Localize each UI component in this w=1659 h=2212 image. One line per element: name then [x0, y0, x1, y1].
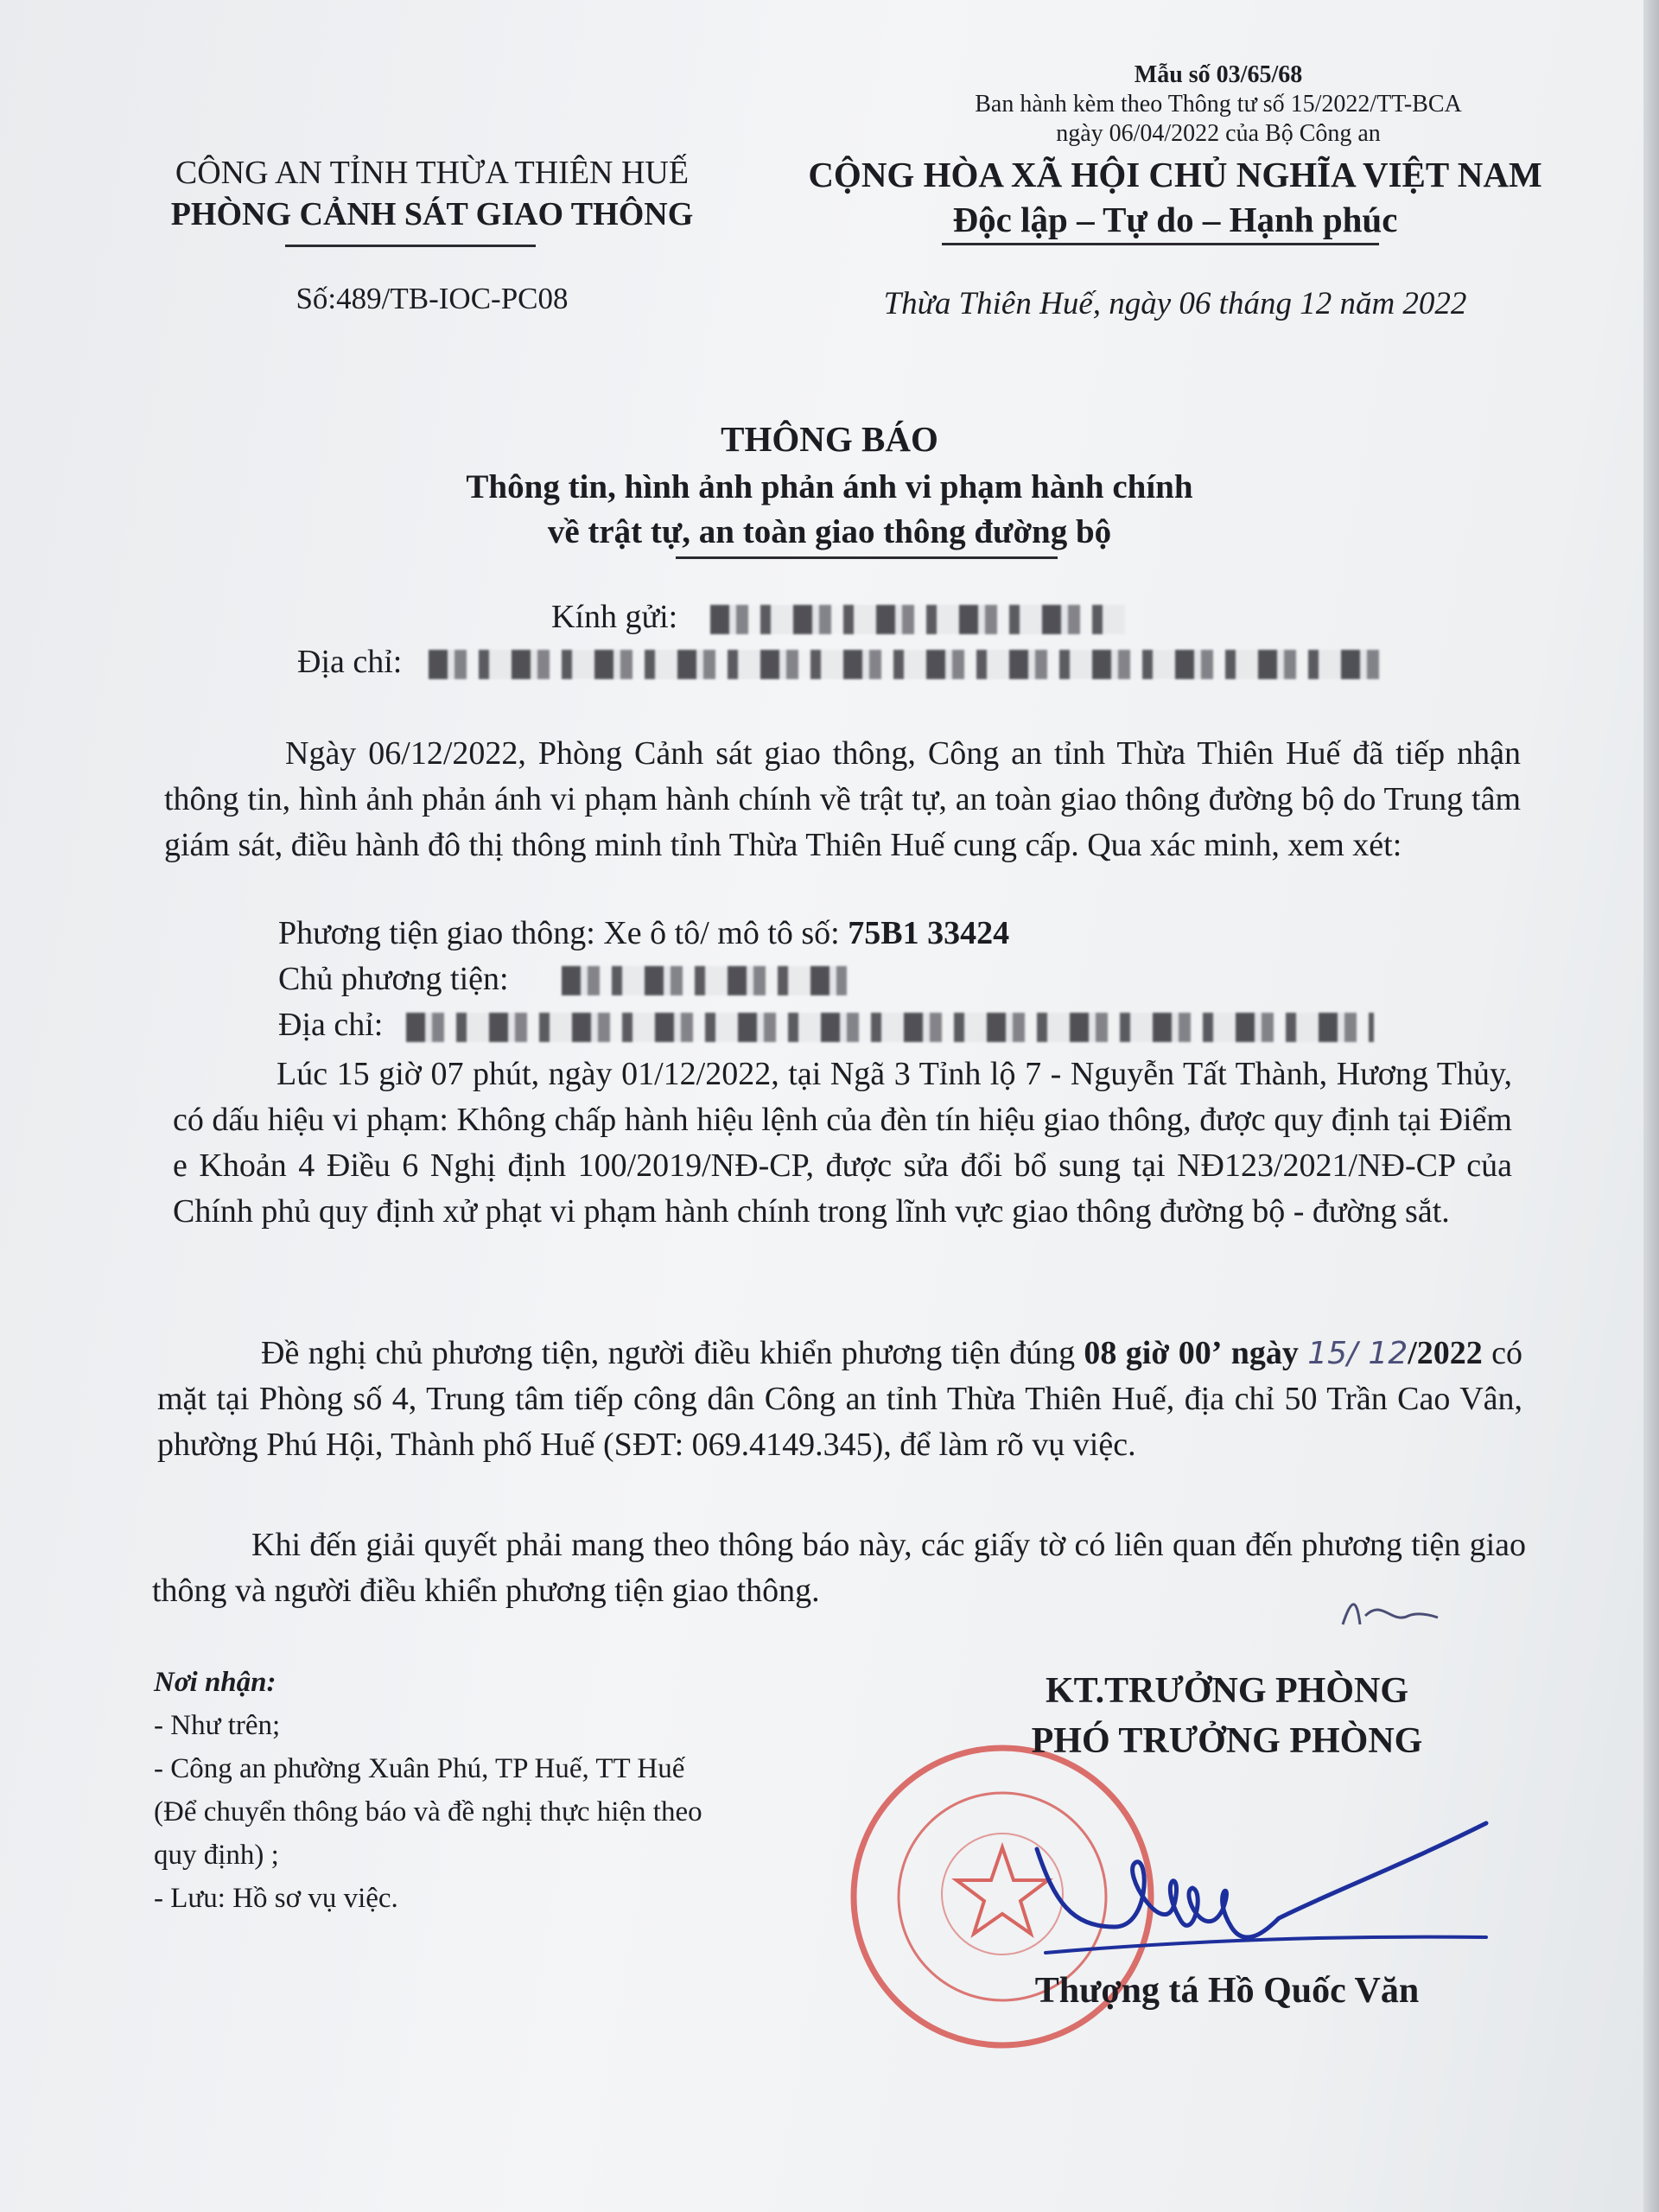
- signature-line1: KT.TRƯỞNG PHÒNG: [1046, 1671, 1408, 1711]
- request-suffix: có mặt tại Phòng số 4, Trung tâm tiếp công dân Công an tỉnh Thừa Thiên Huế, địa chỉ 50 Trần Cao Vân, phường Phú Hội, Thành phố Huế (SĐT: 069.4149.345), để làm rõ vụ việc.: [157, 1335, 1522, 1463]
- intro-paragraph: Ngày 06/12/2022, Phòng Cảnh sát giao thông, Công an tỉnh Thừa Thiên Huế đã tiếp nhận thông tin, hình ảnh phản ánh vi phạm hành chính về trật tự, an toàn giao thông đường bộ do Trung tâm giám sát, điều hành đô thị thông minh tỉnh Thừa Thiên Huế cung cấp. Qua xác minh, xem xét:: [164, 735, 1521, 863]
- agency-underline: [285, 245, 536, 247]
- paper-edge: [1643, 0, 1659, 2212]
- request-prefix: Đề nghị chủ phương tiện, người điều khiển phương tiện đúng: [261, 1335, 1076, 1371]
- redacted-owner-name: [562, 966, 847, 995]
- redacted-owner-address: [406, 1013, 1374, 1042]
- initial-mark: [1331, 1590, 1443, 1642]
- signer-name: Thượng tá Hồ Quốc Văn: [1034, 1971, 1420, 2011]
- recipients-item: quy định) ;: [154, 1840, 279, 1871]
- republic-header: [743, 152, 1607, 242]
- document-title: THÔNG BÁO: [721, 419, 938, 459]
- title-underline: [676, 556, 1058, 559]
- recipients-item: - Như trên;: [154, 1710, 281, 1741]
- document-subtitle: [259, 465, 1400, 555]
- recipients-item: - Lưu: Hồ sơ vụ việc.: [154, 1883, 398, 1914]
- request-year: /2022: [1408, 1335, 1483, 1371]
- agency-line2: PHÒNG CẢNH SÁT GIAO THÔNG: [170, 196, 694, 232]
- to-label: Kính gửi:: [551, 599, 678, 635]
- motto-underline: [942, 243, 1379, 245]
- redacted-recipient-address: [429, 650, 1379, 679]
- redacted-recipient-name: [710, 605, 1125, 634]
- republic-line1: CỘNG HÒA XÃ HỘI CHỦ NGHĨA VIỆT NAM: [808, 155, 1542, 194]
- recipients-list: [154, 1661, 810, 1920]
- agency-line1: CÔNG AN TỈNH THỪA THIÊN HUẾ: [175, 155, 690, 191]
- vehicle-line: [278, 914, 1009, 952]
- signature-titles: [916, 1666, 1538, 1766]
- violation-paragraph: Lúc 15 giờ 07 phút, ngày 01/12/2022, tại Ngã 3 Tỉnh lộ 7 - Nguyễn Tất Thành, Hương Thủy, có dấu hiệu vi phạm: Không chấp hành hiệu lệnh của đèn tín hiệu giao thông, được quy định tại Điểm e Khoản 4 Điều 6 Nghị định 100/2019/NĐ-CP, được sửa đổi bổ sung tại NĐ123/2021/NĐ-CP của Chính phủ quy định xử phạt vi phạm hành chính trong lĩnh vực giao thông đường bộ - đường sắt.: [173, 1056, 1512, 1230]
- document-number: Số:489/TB-IOC-PC08: [296, 282, 569, 315]
- recipients-item: (Để chuyển thông báo và đề nghị thực hiện theo: [154, 1796, 702, 1827]
- owner-address-label: Địa chỉ:: [278, 1007, 384, 1043]
- handwritten-date: 15/ 12: [1307, 1336, 1408, 1371]
- recipients-item: - Công an phường Xuân Phú, TP Huế, TT Huế: [154, 1753, 685, 1784]
- request-day-label: ngày: [1230, 1335, 1299, 1371]
- owner-label: Chủ phương tiện:: [278, 961, 509, 997]
- signature-line2: PHÓ TRƯỞNG PHÒNG: [1031, 1721, 1423, 1761]
- subtitle-line1: Thông tin, hình ảnh phản ánh vi phạm hành chính: [466, 468, 1193, 505]
- place-date: Thừa Thiên Huế, ngày 06 tháng 12 năm 2022: [883, 286, 1467, 321]
- vehicle-plate: 75B1 33424: [848, 915, 1010, 951]
- form-number-block: [950, 60, 1486, 149]
- request-paragraph: [157, 1331, 1522, 1468]
- address-label: Địa chỉ:: [297, 644, 403, 680]
- republic-motto: Độc lập – Tự do – Hạnh phúc: [952, 200, 1398, 239]
- form-issued-with: Ban hành kèm theo Thông tư số 15/2022/TT-BCA: [975, 91, 1462, 118]
- subtitle-line2: về trật tự, an toàn giao thông đường bộ: [547, 513, 1112, 550]
- form-number: Mẫu số 03/65/68: [1134, 61, 1303, 88]
- request-time: 08 giờ 00’: [1084, 1335, 1223, 1371]
- vehicle-label: Phương tiện giao thông: Xe ô tô/ mô tô số:: [278, 915, 840, 951]
- agency-header: [130, 152, 734, 235]
- form-issued-date: ngày 06/04/2022 của Bộ Công an: [1056, 120, 1381, 147]
- handwritten-signature: [1020, 1797, 1503, 1970]
- bring-documents-paragraph: Khi đến giải quyết phải mang theo thông báo này, các giấy tờ có liên quan đến phương tiện giao thông và người điều khiển phương tiện giao thông.: [152, 1527, 1526, 1609]
- recipients-heading: Nơi nhận:: [154, 1667, 276, 1698]
